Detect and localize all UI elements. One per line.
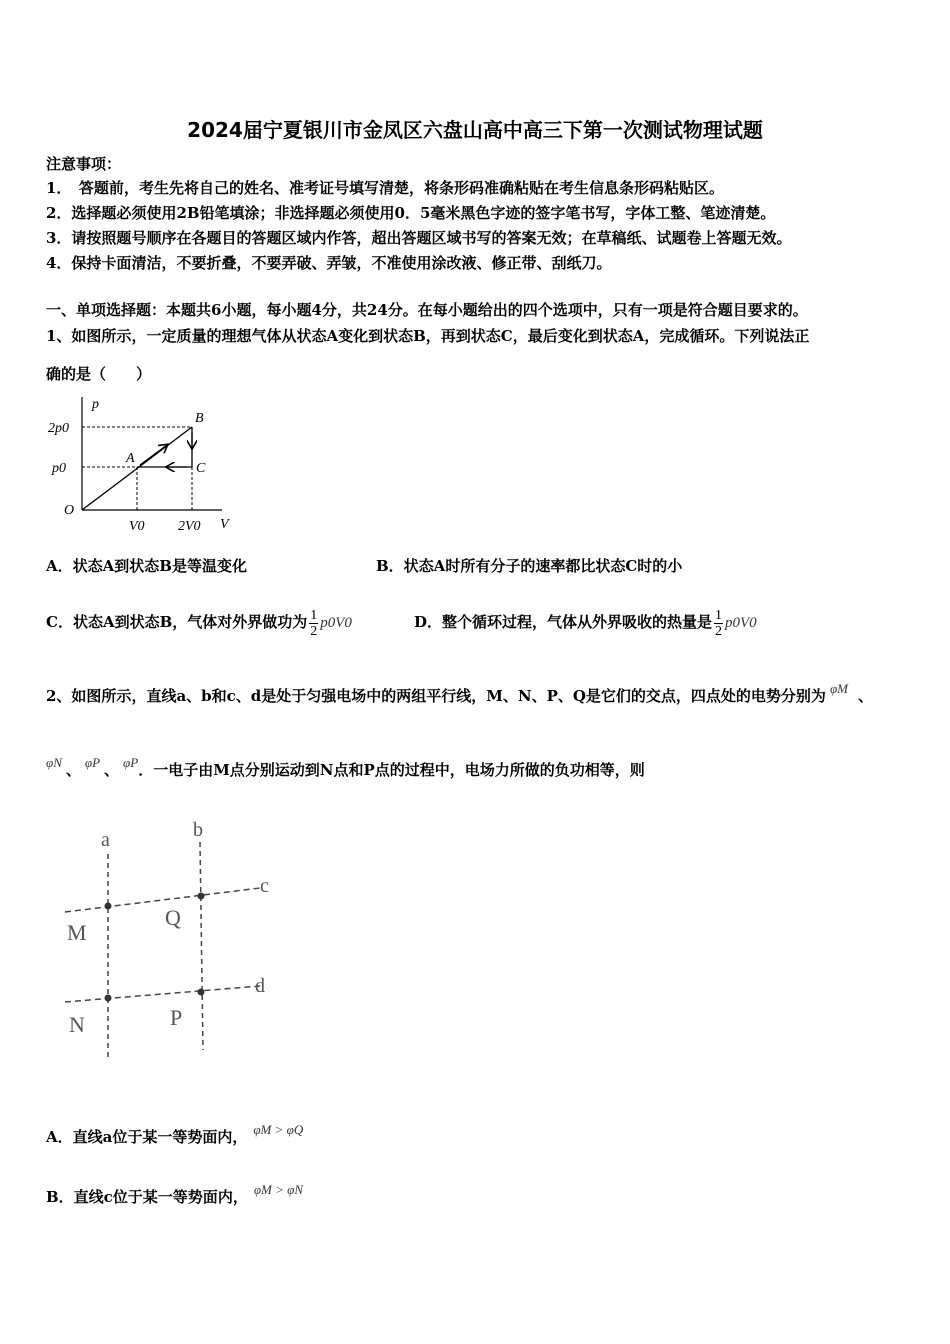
phi-p2: φP bbox=[123, 755, 139, 770]
phi-p1: φP bbox=[84, 755, 101, 770]
pv-graph bbox=[42, 392, 242, 537]
notice-item-3: 3．请按照题号顺序在各题目的答题区域内作答，超出答题区域书写的答案无效；在草稿纸、试题卷上答题无效。 bbox=[46, 229, 792, 247]
fraction-half-c: $\frac{1}{2}$ bbox=[310, 607, 318, 639]
line-d bbox=[65, 986, 260, 1002]
label-n: N bbox=[69, 1012, 85, 1037]
tick-2v0: 2V0 bbox=[178, 519, 201, 534]
point-m bbox=[105, 903, 112, 910]
notice-heading: 注意事项： bbox=[46, 155, 122, 173]
tick-p0: p0 bbox=[52, 461, 66, 476]
label-d: d bbox=[255, 975, 265, 997]
point-n bbox=[105, 995, 112, 1002]
q1-option-c: C．状态A到状态B，气体对外界做功为 $\frac{1}{2}$ p0V0 bbox=[46, 607, 352, 639]
phi-m: φM bbox=[829, 681, 848, 696]
point-a-label: A bbox=[126, 451, 135, 466]
q2-stem-line2: φN 、 φP 、 φP．一电子由M点分别运动到N点和P点的过程中，电场力所做的负功相等，则 bbox=[46, 755, 645, 779]
fraction-half-d: $\frac{1}{2}$ bbox=[715, 607, 723, 639]
tick-v0: V0 bbox=[129, 519, 145, 534]
q1-stem-line2: 确的是（ ） bbox=[46, 365, 152, 383]
q1-option-b: B．状态A时所有分子的速率都比状态C时的小 bbox=[376, 557, 683, 575]
point-b-label: B bbox=[195, 411, 204, 426]
label-q: Q bbox=[165, 905, 181, 930]
phi-n: φN bbox=[46, 755, 62, 770]
notice-item-2: 2．选择题必须使用2B铅笔填涂；非选择题必须使用0．5毫米黑色字迹的签字笔书写，字体工整、笔迹清楚。 bbox=[46, 204, 776, 222]
q2-option-b-formula: φM > φN bbox=[253, 1182, 303, 1197]
label-b: b bbox=[193, 819, 203, 841]
line-c bbox=[65, 888, 260, 912]
label-c: c bbox=[260, 875, 269, 897]
field-lines-figure bbox=[55, 812, 295, 1062]
q1-option-d: D．整个循环过程，气体从外界吸收的热量是 $\frac{1}{2}$ p0V0 bbox=[414, 607, 757, 639]
page-title: 2024届宁夏银川市金凤区六盘山高中高三下第一次测试物理试题 bbox=[187, 118, 763, 142]
p-axis-label: p bbox=[92, 397, 99, 412]
origin-label: O bbox=[64, 503, 75, 518]
q2-stem-line1: 2、如图所示，直线a、b和c、d是处于匀强电场中的两组平行线，M、N、P、Q是它们的交点，四点处的电势分别为 φM 、 bbox=[46, 681, 873, 705]
q1-stem-line1: 1、如图所示，一定质量的理想气体从状态A变化到状态B，再到状态C，最后变化到状态A，完成循环。下列说法正 bbox=[46, 327, 810, 345]
point-c-label: C bbox=[196, 461, 206, 476]
label-a: a bbox=[101, 829, 110, 851]
point-q bbox=[198, 893, 205, 900]
notice-item-4: 4．保持卡面清洁，不要折叠，不要弄破、弄皱，不准使用涂改液、修正带、刮纸刀。 bbox=[46, 254, 612, 272]
label-m: M bbox=[67, 920, 87, 945]
section-heading: 一、单项选择题：本题共6小题，每小题4分，共24分。在每小题给出的四个选项中，只有一项是符合题目要求的。 bbox=[46, 301, 808, 319]
v-axis-label: V bbox=[220, 517, 229, 532]
formula-p0v0-c: p0V0 bbox=[320, 615, 352, 631]
label-p: P bbox=[170, 1005, 183, 1030]
q2-option-b: B．直线c位于某一等势面内， φM > φN bbox=[46, 1182, 303, 1206]
q1-option-a: A．状态A到状态B是等温变化 bbox=[46, 557, 247, 575]
formula-p0v0-d: p0V0 bbox=[725, 615, 757, 631]
q2-option-a: A．直线a位于某一等势面内， φM > φQ bbox=[46, 1122, 304, 1146]
point-p bbox=[198, 989, 205, 996]
notice-item-1: 1． 答题前，考生先将自己的姓名、准考证号填写清楚，将条形码准确粘贴在考生信息条形码粘贴区。 bbox=[46, 179, 724, 197]
line-b bbox=[200, 842, 203, 1050]
tick-2p0: 2p0 bbox=[48, 421, 69, 436]
q2-option-a-formula: φM > φQ bbox=[253, 1122, 304, 1137]
